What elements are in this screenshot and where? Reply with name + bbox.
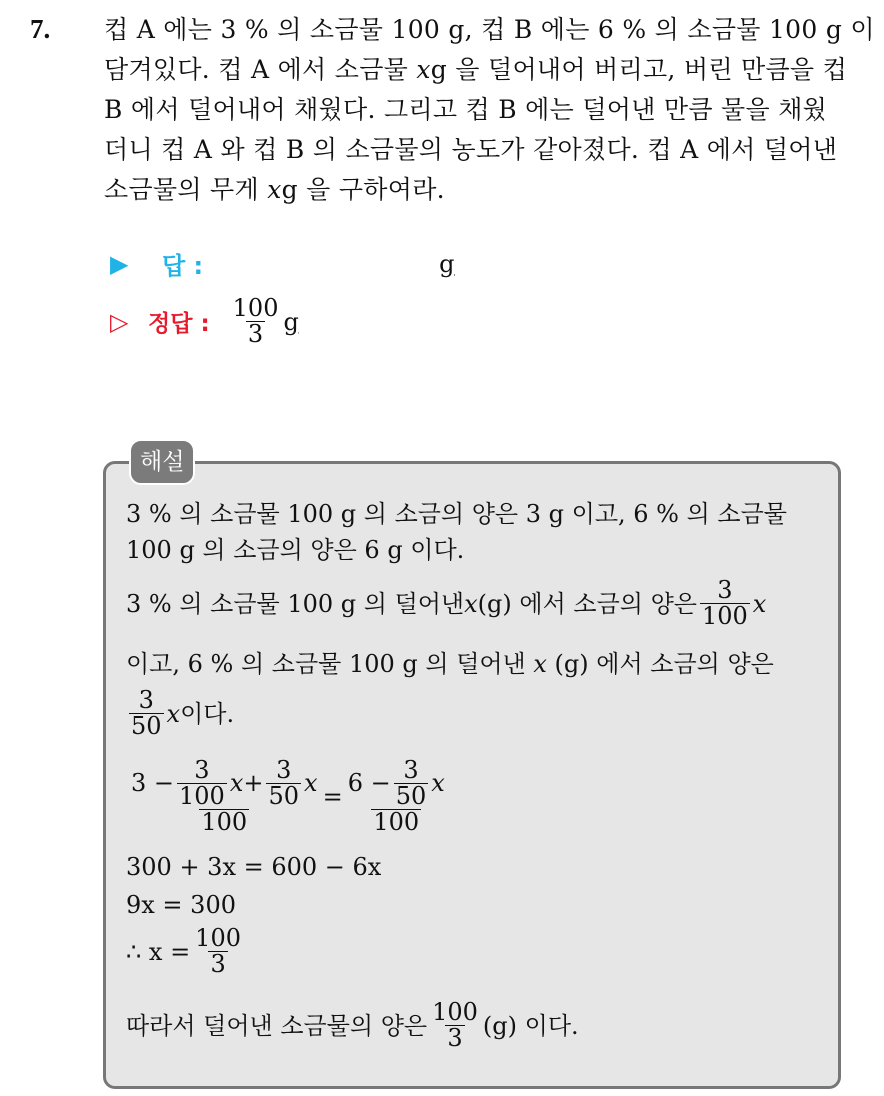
problem-line-2: 담겨있다. 컵 A 에서 소금물 xg 을 덜어내어 버리고, 버린 만큼을 컵 [104,55,848,84]
answer-unit: g [439,249,455,278]
problem-line-4: 더니 컵 A 와 컵 B 의 소금물의 농도가 같아졌다. 컵 A 에서 덜어낸 [104,135,838,164]
answer-row [110,246,455,281]
play-arrow-icon: ▶ [110,249,129,278]
solution-para-4: $\frac{3}{50}$ x 이다. [131,686,235,741]
equation-4: ∴ x = $\frac{100}{3}$ [126,924,241,979]
outline-arrow-icon: ▷ [110,307,129,336]
problem-line-3: B 에서 덜어내어 채웠다. 그리고 컵 B 에는 덜어낸 만큼 물을 채웠 [104,95,828,124]
problem-text [104,10,875,210]
problem-line-5: 소금물의 무게 xg 을 구하여라. [104,175,445,204]
solution-para-1: 3 % 의 소금물 100 g 의 소금의 양은 3 g 이고, 6 % 의 소금물 100 g 의 소금의 양은 6 g 이다. [126,500,787,564]
solution-tag: 해설 [129,439,195,485]
equation-2: 300 + 3x = 600 − 6x [126,853,382,881]
solution-para-2: 3 % 의 소금물 100 g 의 덜어낸 x (g) 에서 소금의 양은 $\frac{3}{100}$ x [126,576,767,631]
answer-blank[interactable] [203,251,439,277]
solution-para-3: 이고, 6 % 의 소금물 100 g 의 덜어낸 x (g) 에서 소금의 양은 [126,650,774,678]
correct-answer-label: 정답 : [148,311,210,338]
correct-answer-fraction: $\frac{100}{3}$ [232,294,279,349]
solution-conclusion: 따라서 덜어낸 소금물의 양은 $\frac{100}{3}$ (g) 이다. [126,998,579,1053]
correct-answer-unit: g [283,307,299,336]
question-number: 7. [30,14,51,44]
answer-label: 답 : [162,252,204,280]
correct-answer-row [110,296,299,347]
equation-3: 9x = 300 [126,891,236,919]
problem-line-1: 컵 A 에는 3 % 의 소금물 100 g, 컵 B 에는 6 % 의 소금물 100 g 이 [104,15,875,44]
equation-1: 3 − $\frac{3}{100}$ x + $\frac{3}{50}$ x 100 = 6 − $\frac{3}{50}$ x 100 [131,756,445,837]
